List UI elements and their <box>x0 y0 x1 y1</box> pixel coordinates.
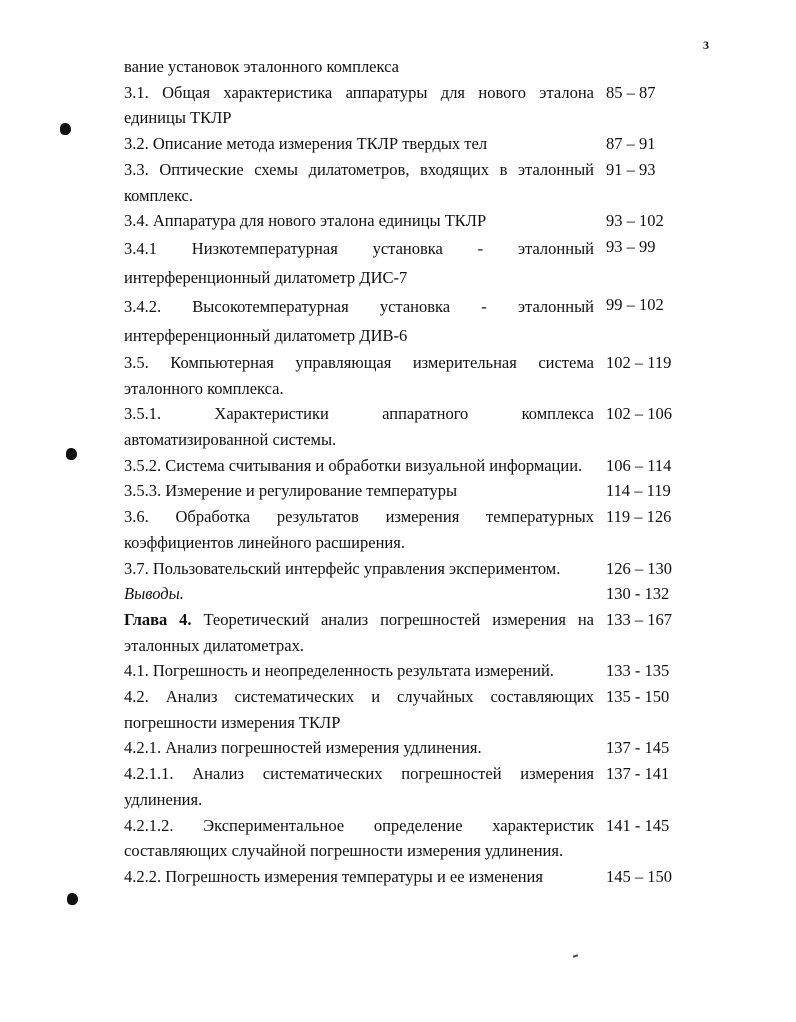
toc-entry-pages: 91 – 93 <box>606 159 656 179</box>
toc-entry-title: 4.1. Погрешность и неопределенность результата измерений. <box>124 661 554 681</box>
toc-entry <box>124 234 724 292</box>
toc-entry-pages: 135 - 150 <box>606 687 670 707</box>
toc-entry-title: 3.5.1. Характеристики аппаратного комплекса автоматизированной системы. <box>124 404 594 450</box>
chapter-title: Теоретический анализ погрешностей измерения на эталонных дилатометрах. <box>124 609 594 655</box>
toc-entry-pages: 133 - 135 <box>606 661 670 681</box>
toc-entry <box>124 735 724 761</box>
toc-entry-title: 3.5. Компьютерная управляющая измерительная система эталонного комплекса. <box>124 352 594 398</box>
toc-entry-pages: 133 – 167 <box>606 609 672 629</box>
toc-entry-title: 3.5.2. Система считывания и обработки визуальной информации. <box>124 455 583 475</box>
toc-entry-title: 3.6. Обработка результатов измерения температурных коэффициентов линейного расширения. <box>124 507 594 552</box>
toc-entry-title: 3.2. Описание метода измерения ТКЛР твердых тел <box>124 134 488 154</box>
toc-entry-title: 3.4. Аппаратура для нового эталона единицы ТКЛР <box>124 211 487 231</box>
toc-entry-pages: 99 – 102 <box>606 294 664 314</box>
toc-entry <box>124 208 724 234</box>
toc-entry-title: 3.3. Оптические схемы дилатометров, входящих в эталонный комплекс. <box>124 159 594 205</box>
toc-entry <box>124 761 724 812</box>
toc-entry-pages: 93 – 99 <box>606 236 656 256</box>
toc-entry-pages: 130 - 132 <box>606 584 670 604</box>
toc-entry-title: 4.2.1.1. Анализ систематических погрешностей измерения удлинения. <box>124 764 594 809</box>
toc-entry-title: 3.4.1 Низкотемпературная установка - эталонный интерференционный дилатометр ДИС-7 <box>124 238 594 287</box>
toc-entry-title: вание установок эталонного комплекса <box>124 57 399 76</box>
page-number: 3 <box>703 38 709 52</box>
toc-entry <box>124 684 724 735</box>
toc-entry <box>124 581 724 607</box>
toc-entry <box>124 453 724 479</box>
toc-entry <box>124 504 724 555</box>
toc-entry-pages: 137 - 145 <box>606 738 670 758</box>
toc-entry-pages: 106 – 114 <box>606 455 672 475</box>
toc-entry <box>124 658 724 684</box>
table-of-contents <box>124 54 724 890</box>
toc-entry-title: 4.2.1. Анализ погрешностей измерения удлинения. <box>124 738 482 758</box>
punch-hole-mark <box>66 448 77 460</box>
toc-entry-title: 3.4.2. Высокотемпературная установка - эталонный интерференционный дилатометр ДИВ-6 <box>124 296 594 345</box>
toc-entry-pages: 141 - 145 <box>606 815 670 835</box>
toc-entry-title: 3.5.3. Измерение и регулирование температуры <box>124 481 458 501</box>
toc-entry <box>124 813 724 864</box>
toc-entry <box>124 80 724 131</box>
toc-entry <box>124 864 724 890</box>
toc-entry <box>124 54 724 80</box>
punch-hole-mark <box>67 893 78 905</box>
toc-entry-pages: 126 – 130 <box>606 558 672 578</box>
toc-entry-pages: 145 – 150 <box>606 866 672 886</box>
toc-entry-title: 4.2.2. Погрешность измерения температуры и ее изменения <box>124 866 543 886</box>
toc-entry-pages: 87 – 91 <box>606 134 656 154</box>
toc-entry-title: 3.7. Пользовательский интерфейс управления экспериментом. <box>124 558 561 578</box>
toc-entry-pages: 102 – 106 <box>606 404 672 424</box>
chapter-label: Глава 4. <box>124 609 192 629</box>
toc-entry <box>124 292 724 350</box>
toc-entry <box>124 478 724 504</box>
toc-entry-pages: 102 – 119 <box>606 352 672 372</box>
toc-entry-title: 4.2.1.2. Экспериментальное определение характеристик составляющих случайной погрешности измерения удлинения. <box>124 815 594 861</box>
toc-entry-pages <box>594 54 606 80</box>
toc-entry-title: Выводы. <box>124 584 184 604</box>
toc-entry-title: 3.1. Общая характеристика аппаратуры для нового эталона единицы ТКЛР <box>124 82 594 128</box>
toc-entry <box>124 401 724 452</box>
toc-entry <box>124 607 724 658</box>
toc-entry-pages: 137 - 141 <box>606 764 670 784</box>
toc-entry-pages: 119 – 126 <box>606 507 672 527</box>
toc-entry-pages: 85 – 87 <box>606 82 656 102</box>
scan-speck <box>573 954 578 958</box>
toc-entry-title <box>124 607 594 658</box>
toc-entry-pages: 93 – 102 <box>606 211 664 231</box>
toc-entry-title: 4.2. Анализ систематических и случайных составляющих погрешности измерения ТКЛР <box>124 687 594 732</box>
toc-entry <box>124 556 724 582</box>
punch-hole-mark <box>60 123 71 135</box>
toc-entry <box>124 350 724 401</box>
toc-entry-pages: 114 – 119 <box>606 481 671 501</box>
toc-entry <box>124 157 724 208</box>
toc-entry <box>124 131 724 157</box>
